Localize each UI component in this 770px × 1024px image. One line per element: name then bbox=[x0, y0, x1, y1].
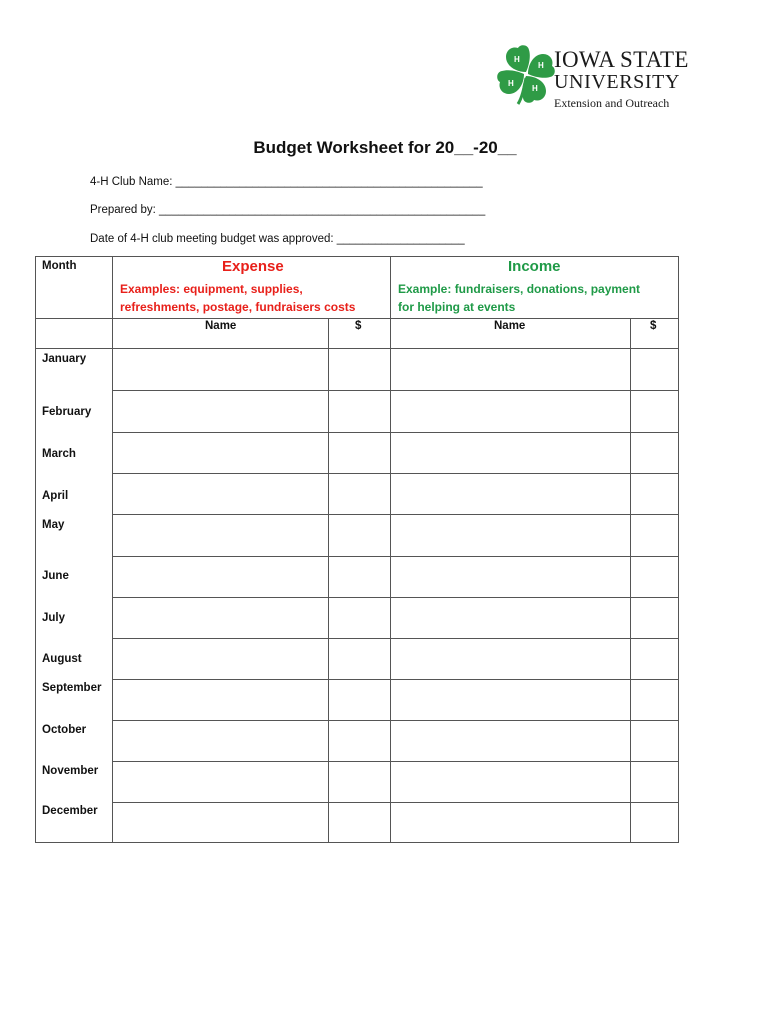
month-label-june: June bbox=[42, 570, 69, 582]
logo-line-1: IOWA STATE bbox=[554, 47, 689, 72]
prepared-by-field[interactable]: Prepared by: ___________________________________________________ bbox=[90, 204, 486, 216]
month-label-april: April bbox=[42, 490, 69, 502]
svg-text:H: H bbox=[538, 61, 544, 70]
month-label-february: February bbox=[42, 406, 92, 418]
expense-examples bbox=[120, 280, 355, 316]
month-label-july: July bbox=[42, 612, 66, 624]
logo-line-2: UNIVERSITY bbox=[554, 71, 680, 93]
expense-examples-line-1: Examples: equipment, supplies, bbox=[120, 282, 303, 296]
month-header: Month bbox=[42, 260, 77, 272]
month-label-november: November bbox=[42, 765, 99, 777]
logo-line-3: Extension and Outreach bbox=[554, 96, 670, 110]
expense-header: Expense bbox=[222, 258, 284, 275]
row-divider bbox=[112, 761, 679, 762]
svg-text:H: H bbox=[532, 84, 538, 93]
row-divider bbox=[112, 432, 679, 433]
svg-text:H: H bbox=[514, 55, 520, 64]
expense-name-col: Name bbox=[205, 320, 237, 332]
row-divider bbox=[112, 390, 679, 391]
table-border-bottom bbox=[35, 842, 679, 843]
month-label-may: May bbox=[42, 519, 65, 531]
club-name-field[interactable]: 4-H Club Name: ________________________________________________ bbox=[90, 176, 483, 188]
expense-amount-col: $ bbox=[355, 320, 362, 332]
header-divider bbox=[35, 318, 679, 319]
month-label-september: September bbox=[42, 682, 102, 694]
table-border-left bbox=[35, 256, 36, 843]
month-label-january: January bbox=[42, 353, 87, 365]
income-header: Income bbox=[508, 258, 561, 275]
row-divider bbox=[112, 638, 679, 639]
income-examples-line-2: for helping at events bbox=[398, 300, 516, 314]
row-divider bbox=[112, 720, 679, 721]
row-divider bbox=[112, 597, 679, 598]
clover-icon bbox=[496, 44, 556, 106]
month-col-divider bbox=[112, 256, 113, 843]
row-divider bbox=[112, 679, 679, 680]
expense-amount-divider bbox=[328, 318, 329, 843]
expense-income-divider bbox=[390, 256, 391, 843]
iowa-state-4h-logo bbox=[496, 44, 689, 110]
income-amount-divider bbox=[630, 318, 631, 843]
month-label-october: October bbox=[42, 724, 87, 736]
subheader-divider bbox=[35, 348, 679, 349]
approved-date-field[interactable]: Date of 4-H club meeting budget was approved: ____________________ bbox=[90, 233, 465, 245]
row-divider bbox=[112, 473, 679, 474]
income-amount-col: $ bbox=[650, 320, 657, 332]
table-border-top bbox=[35, 256, 679, 257]
table-border-right bbox=[678, 256, 679, 843]
income-name-col: Name bbox=[494, 320, 526, 332]
page-title: Budget Worksheet for 20__-20__ bbox=[253, 138, 517, 157]
budget-table bbox=[35, 256, 679, 843]
row-divider bbox=[112, 556, 679, 557]
logo-wordmark bbox=[554, 48, 689, 111]
row-divider bbox=[112, 514, 679, 515]
income-examples-line-1: Example: fundraisers, donations, payment bbox=[398, 282, 641, 296]
row-divider bbox=[112, 802, 679, 803]
income-examples bbox=[398, 280, 640, 316]
month-label-march: March bbox=[42, 448, 76, 460]
month-label-august: August bbox=[42, 653, 82, 665]
month-label-december: December bbox=[42, 805, 98, 817]
expense-examples-line-2: refreshments, postage, fundraisers costs bbox=[120, 300, 356, 314]
svg-text:H: H bbox=[508, 79, 514, 88]
